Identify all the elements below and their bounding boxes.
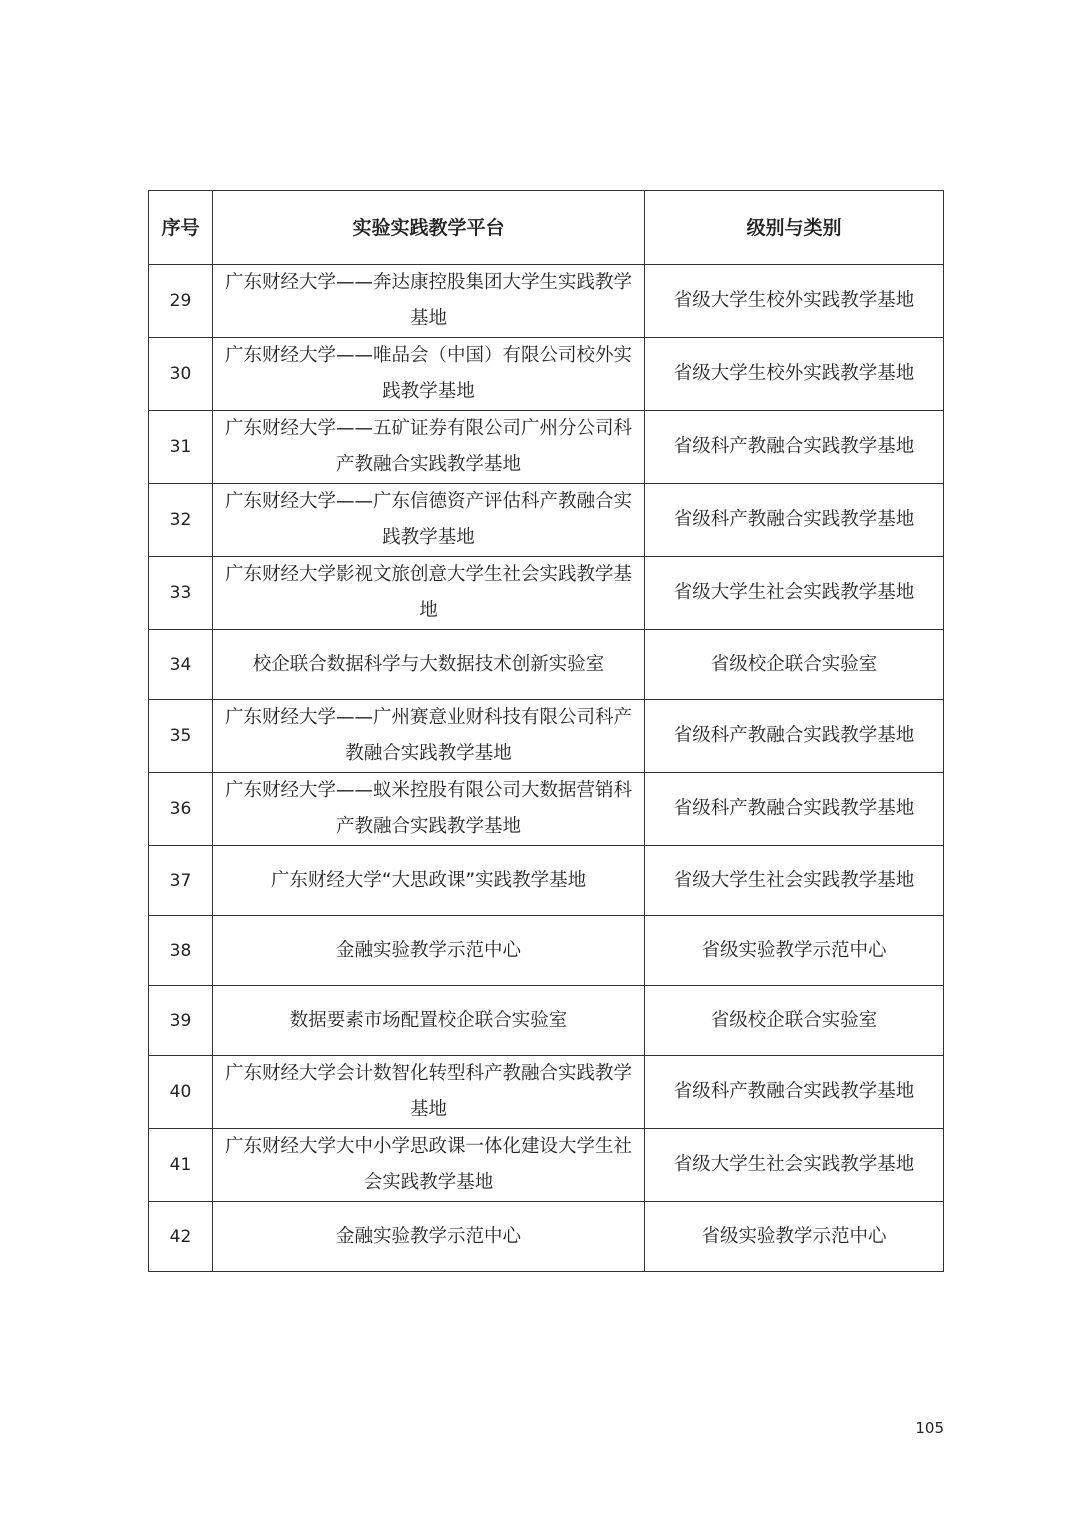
row-category: 省级科产教融合实践教学基地 xyxy=(645,773,944,846)
table-row xyxy=(149,773,944,846)
page-number: 105 xyxy=(915,1419,944,1437)
row-index: 40 xyxy=(149,1056,213,1129)
header-index: 序号 xyxy=(149,191,213,265)
row-index: 42 xyxy=(149,1202,213,1272)
row-platform: 广东财经大学——蚁米控股有限公司大数据营销科产教融合实践教学基地 xyxy=(213,773,645,846)
row-index: 37 xyxy=(149,846,213,916)
row-platform: 广东财经大学“大思政课”实践教学基地 xyxy=(213,846,645,916)
row-index: 39 xyxy=(149,986,213,1056)
table-row xyxy=(149,1056,944,1129)
row-category: 省级科产教融合实践教学基地 xyxy=(645,1056,944,1129)
table-row xyxy=(149,1129,944,1202)
row-category: 省级大学生社会实践教学基地 xyxy=(645,846,944,916)
row-category: 省级大学生校外实践教学基地 xyxy=(645,265,944,338)
header-platform: 实验实践教学平台 xyxy=(213,191,645,265)
table-row xyxy=(149,1202,944,1272)
row-index: 30 xyxy=(149,338,213,411)
row-index: 41 xyxy=(149,1129,213,1202)
row-index: 33 xyxy=(149,557,213,630)
row-category: 省级校企联合实验室 xyxy=(645,986,944,1056)
table-header-row xyxy=(149,191,944,265)
table-row xyxy=(149,986,944,1056)
row-category: 省级校企联合实验室 xyxy=(645,630,944,700)
row-index: 36 xyxy=(149,773,213,846)
row-platform: 广东财经大学——奔达康控股集团大学生实践教学基地 xyxy=(213,265,645,338)
row-category: 省级科产教融合实践教学基地 xyxy=(645,484,944,557)
row-index: 32 xyxy=(149,484,213,557)
row-platform: 广东财经大学——唯品会（中国）有限公司校外实践教学基地 xyxy=(213,338,645,411)
row-platform: 广东财经大学——五矿证券有限公司广州分公司科产教融合实践教学基地 xyxy=(213,411,645,484)
row-platform: 校企联合数据科学与大数据技术创新实验室 xyxy=(213,630,645,700)
row-index: 29 xyxy=(149,265,213,338)
row-platform: 广东财经大学——广东信德资产评估科产教融合实践教学基地 xyxy=(213,484,645,557)
row-index: 31 xyxy=(149,411,213,484)
table-row xyxy=(149,916,944,986)
row-platform: 金融实验教学示范中心 xyxy=(213,916,645,986)
row-category: 省级科产教融合实践教学基地 xyxy=(645,411,944,484)
table-row xyxy=(149,846,944,916)
row-platform: 数据要素市场配置校企联合实验室 xyxy=(213,986,645,1056)
row-category: 省级科产教融合实践教学基地 xyxy=(645,700,944,773)
table-row xyxy=(149,484,944,557)
row-index: 35 xyxy=(149,700,213,773)
row-platform: 广东财经大学大中小学思政课一体化建设大学生社会实践教学基地 xyxy=(213,1129,645,1202)
table-row xyxy=(149,630,944,700)
row-category: 省级大学生校外实践教学基地 xyxy=(645,338,944,411)
row-category: 省级实验教学示范中心 xyxy=(645,916,944,986)
table-row xyxy=(149,700,944,773)
row-platform: 广东财经大学影视文旅创意大学生社会实践教学基地 xyxy=(213,557,645,630)
table-row xyxy=(149,411,944,484)
table-row xyxy=(149,265,944,338)
row-category: 省级大学生社会实践教学基地 xyxy=(645,557,944,630)
row-category: 省级大学生社会实践教学基地 xyxy=(645,1129,944,1202)
platform-table xyxy=(148,190,944,1272)
table-row xyxy=(149,557,944,630)
row-category: 省级实验教学示范中心 xyxy=(645,1202,944,1272)
row-index: 34 xyxy=(149,630,213,700)
table-row xyxy=(149,338,944,411)
row-index: 38 xyxy=(149,916,213,986)
row-platform: 广东财经大学会计数智化转型科产教融合实践教学基地 xyxy=(213,1056,645,1129)
row-platform: 广东财经大学——广州赛意业财科技有限公司科产教融合实践教学基地 xyxy=(213,700,645,773)
row-platform: 金融实验教学示范中心 xyxy=(213,1202,645,1272)
header-category: 级别与类别 xyxy=(645,191,944,265)
